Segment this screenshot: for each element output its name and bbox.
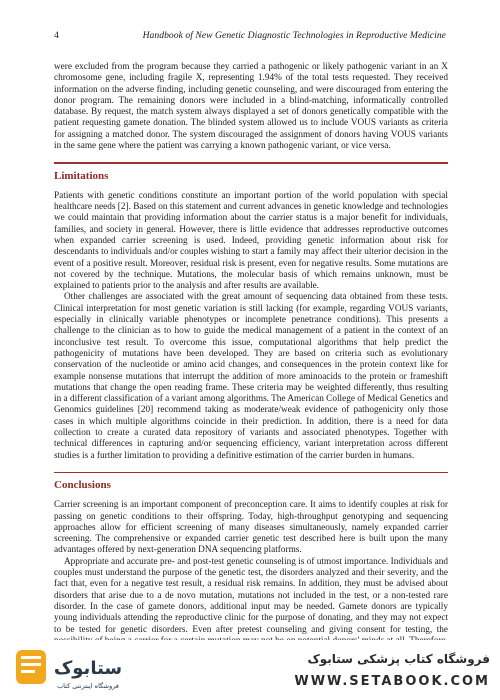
conclusions-paragraph-2: Appropriate and accurate pre- and post-test genetic counseling is of utmost importance. Individuals and couples must understand the purpose of the genetic test, the disorders analyzed and their severity, and the fact that, even for a negative test result, a residual risk remains. In addition, they must be advised about disorders that arise due to a de novo mutation, mutations not included in the test, or a non-tested rare disorder. In the case of gamete donors, additional input may be needed. Gamete donors are typically young individuals attending the reproductive clinic for the purpose of donating, and they may not expect to be tested for genetic disorders. Even after pretest counseling and giving consent for testing, the — [54, 556, 448, 635]
page-body — [54, 62, 448, 658]
store-url[interactable]: WWW.SETABOOK.COM — [294, 674, 490, 689]
store-name: فروشگاه کتاب پزشکی ستابوک — [307, 652, 490, 666]
setabook-logo — [16, 648, 128, 692]
running-header — [54, 30, 446, 41]
section-rule — [54, 472, 448, 473]
limitations-heading: Limitations — [54, 169, 109, 182]
limitations-paragraph-1: Patients with genetic conditions constitute an important portion of the world population with special healthcare needs [2]. Based on this statement and current advances in genetic knowledge and technologies we could maintain that providing information about the carrier status is a major benefit for individuals, families, and society in general. However, there is little evidence that addresses reproductive outcomes when expanded carrier screening is used. Indeed, providing genetic information about risk for descendants to individuals and/or couples wishing to start a family may affect their ulterior decision in the event of a positive result. Moreover, residual risk is present, even for negative results. Some mutations are not covered by the technique. Mutations, the molecular basis of which remains unknown, must be explained to patients prior to the analysis and after results are available. — [54, 190, 448, 292]
conclusions-paragraph-1: Carrier screening is an important component of preconception care. It aims to identify couples at risk for passing on genetic conditions to their offspring. Today, high-throughput genotyping and sequencing approaches allow for efficient screening of many diseases simultaneously, namely expanded carrier screening. The comprehensive or expanded carrier genetic test described here is built upon the many advantages offered by next-generation DNA sequencing platforms. — [54, 500, 448, 556]
section-rule — [54, 162, 448, 163]
intro-paragraph: were excluded from the program because they carried a pathogenic or likely pathogenic variant in an X chromosome gene, including fragile X, representing 1.94% of the total tests requested. They received information on the adverse finding, including genetic counseling, and were discouraged from entering the donor program. The remaining donors were included in a blind-matching, informatically controlled database. By request, the match system always displayed a set of donors genetically compatible with the patient requesting gamete donation. The blinded system allowed us to include VOUS variants as criteria for assigning a matched donor. The system discouraged the assignment of donors having VOUS variants in the same gene where the patient was carrying a known pathogenic variant, or vice versa. — [54, 62, 448, 152]
running-title: Handbook of New Genetic Diagnostic Technologies in Reproductive Medicine — [142, 30, 446, 41]
page-number: 4 — [54, 30, 59, 41]
logo-book-icon — [16, 650, 46, 684]
limitations-paragraph-2: Other challenges are associated with the great amount of sequencing data obtained from these tests. Clinical interpretation for most genetic variation is still lacking (for example, regarding VOUS variants, especially in clinically variable phenotypes or incomplete penetrance conditions). This presents a challenge to the clinician as to how to guide the medical management of a patient in the context of an inconclusive test result. To overcome this issue, computational algorithms that help predict the pathogenicity of mutations have been developed. They are based on criteria such as evolutionary conservation of the nucleotide or amino acid changes, and consequences in the protein context like for example nonsense mutations that interrupt the addition of more aminoacids to the protein or frameshift mutations that change the open reading frame. These criteria may be weighted differently, thus resulting in a different classification of a variant among algorithms. The American College of Medical Genetics and Genomics guidelines [20] recommend taking as moderate/weak evidence of pathogenicity only those cases in which multiple algorithms coincide in their prediction. In addition, there is a need for data collection to create a curated data repository of variants and associated phenotypes. Together with technical differences in capturing and/or sequencing efficiency, variant interpretation across different studies is a further limitation to providing a definitive estimation of the carrier burden in humans. — [54, 292, 448, 461]
logo-tagline: فروشگاه اینترنتی کتاب — [57, 682, 119, 690]
limitations-section — [54, 162, 448, 462]
logo-text: ستابوک — [53, 658, 123, 679]
conclusions-heading: Conclusions — [54, 479, 111, 492]
conclusions-section — [54, 472, 448, 659]
